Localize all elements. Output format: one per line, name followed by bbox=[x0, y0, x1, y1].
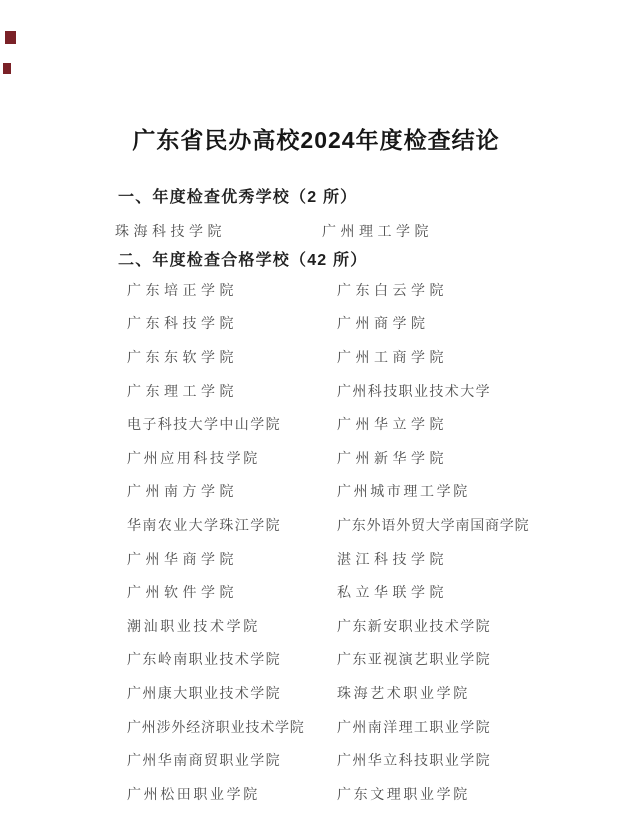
school-row bbox=[127, 374, 557, 408]
school-name: 广东理工学院 bbox=[127, 384, 238, 400]
school-name: 珠海科技学院 bbox=[115, 225, 226, 240]
school-name: 湛江科技学院 bbox=[337, 552, 448, 568]
school-name: 广东培正学院 bbox=[127, 283, 238, 299]
school-name: 私立华联学院 bbox=[337, 586, 448, 602]
school-name: 珠海艺术职业学院 bbox=[337, 686, 470, 702]
school-name: 广州涉外经济职业技术学院 bbox=[127, 720, 305, 736]
school-row bbox=[115, 216, 555, 246]
school-row bbox=[127, 273, 557, 307]
school-name: 广州理工学院 bbox=[322, 225, 433, 240]
school-name: 广东白云学院 bbox=[337, 283, 448, 299]
school-row bbox=[127, 307, 557, 341]
school-name: 广州商学院 bbox=[337, 317, 430, 333]
school-row bbox=[127, 777, 557, 811]
school-name: 广东外语外贸大学南国商学院 bbox=[337, 518, 530, 534]
school-row bbox=[127, 710, 557, 744]
school-row bbox=[127, 542, 557, 576]
school-name: 广州南方学院 bbox=[127, 485, 238, 501]
school-name: 广东亚视演艺职业学院 bbox=[337, 653, 491, 669]
document-title: 广东省民办高校2024年度检查结论 bbox=[132, 127, 500, 153]
school-name: 广东文理职业学院 bbox=[337, 787, 470, 803]
qualified-schools-list bbox=[127, 273, 557, 811]
school-name: 潮汕职业技术学院 bbox=[127, 619, 260, 635]
school-row bbox=[127, 441, 557, 475]
school-name: 广州新华学院 bbox=[337, 451, 448, 467]
school-name: 广东新安职业技术学院 bbox=[337, 619, 491, 635]
school-row bbox=[127, 575, 557, 609]
school-name: 广州南洋理工职业学院 bbox=[337, 720, 491, 736]
school-row bbox=[127, 340, 557, 374]
school-name: 华南农业大学珠江学院 bbox=[127, 518, 281, 534]
school-name: 广东岭南职业技术学院 bbox=[127, 653, 281, 669]
excellent-schools-list bbox=[115, 216, 555, 246]
school-name: 广州华立科技职业学院 bbox=[337, 754, 491, 770]
school-name: 广州康大职业技术学院 bbox=[127, 686, 281, 702]
school-name: 广州华立学院 bbox=[337, 418, 448, 434]
school-name: 广东东软学院 bbox=[127, 350, 238, 366]
school-name: 广州应用科技学院 bbox=[127, 451, 260, 467]
school-row bbox=[127, 743, 557, 777]
school-name: 广州松田职业学院 bbox=[127, 787, 260, 803]
section-heading-excellent-schools: 一、年度检查优秀学校（2 所） bbox=[118, 189, 358, 206]
red-speck-artifact bbox=[5, 31, 16, 44]
section-heading-qualified-schools: 二、年度检查合格学校（42 所） bbox=[118, 252, 368, 269]
school-name: 广州华商学院 bbox=[127, 552, 238, 568]
school-name: 广州工商学院 bbox=[337, 350, 448, 366]
school-name: 广州软件学院 bbox=[127, 586, 238, 602]
school-row bbox=[127, 609, 557, 643]
school-row bbox=[127, 407, 557, 441]
school-name: 电子科技大学中山学院 bbox=[127, 418, 281, 434]
school-row bbox=[127, 676, 557, 710]
school-name: 广东科技学院 bbox=[127, 317, 238, 333]
school-name: 广州科技职业技术大学 bbox=[337, 384, 491, 400]
school-name: 广州华南商贸职业学院 bbox=[127, 754, 281, 770]
school-row bbox=[127, 643, 557, 677]
school-row bbox=[127, 508, 557, 542]
school-row bbox=[127, 475, 557, 509]
red-speck-artifact bbox=[3, 63, 11, 74]
school-name: 广州城市理工学院 bbox=[337, 485, 470, 501]
